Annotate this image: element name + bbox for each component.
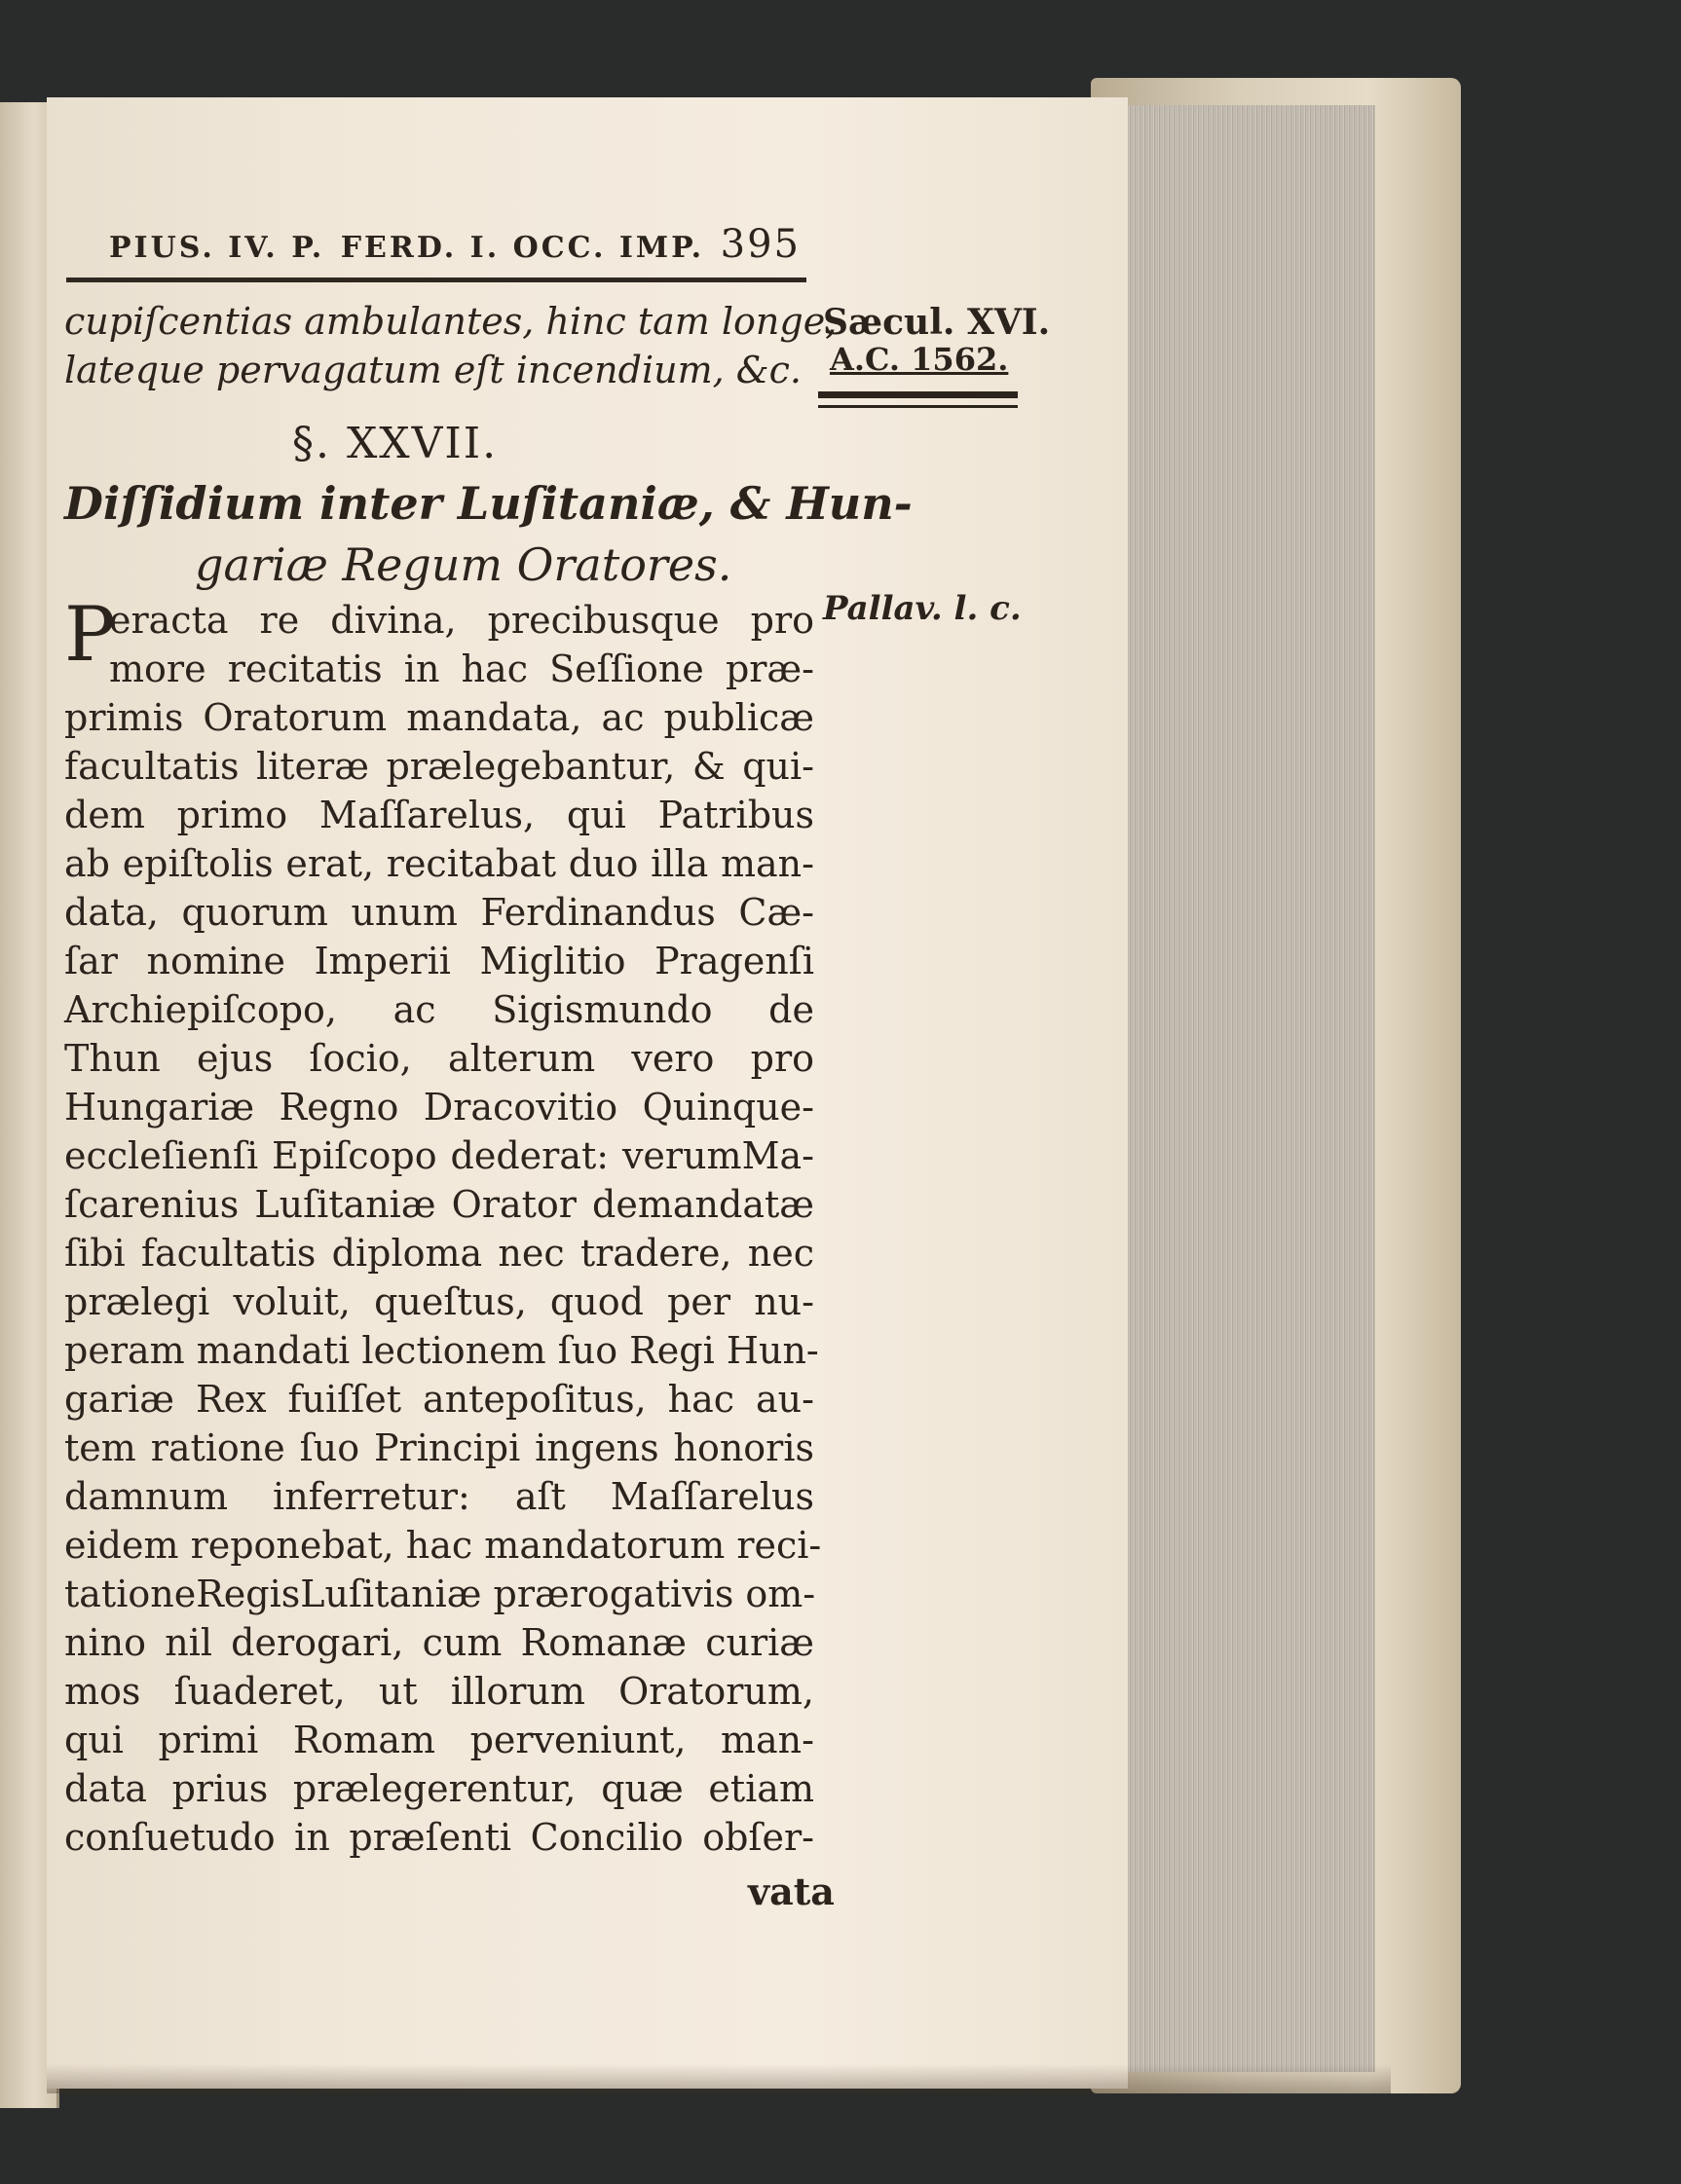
body-line: prælegi voluit, queſtus, quod per nu- [64, 1280, 814, 1323]
body-line: ſar nomine Imperii Miglitio Pragenſi [64, 940, 814, 982]
section-title: gariæ Regum Oratores. [195, 538, 732, 591]
running-head-pope: PIUS. IV. P. [109, 231, 325, 265]
body-line: gariæ Rex fuiſſet antepoſitus, hac au- [64, 1378, 814, 1421]
body-line: peram mandati lectionem ſuo Regi Hun- [64, 1329, 819, 1372]
body-line: nino nil derogari, cum Romanæ curiæ [64, 1621, 814, 1664]
margin-reference: Pallav. l. c. [823, 589, 1022, 628]
body-line: facultatis literæ prælegebantur, & qui- [64, 745, 814, 788]
page-edges [1120, 105, 1375, 2072]
intro-line: cupiſcentias ambulantes, hinc tam longe, [64, 300, 838, 343]
body-line: more recitatis in hac Seſſione præ- [109, 648, 814, 690]
head-rule [66, 278, 806, 282]
body-line: qui primi Romam perveniunt, man- [64, 1719, 814, 1761]
page-shadow [47, 2064, 1391, 2093]
margin-year: A.C. 1562. [830, 341, 1009, 378]
body-line: ſibi facultatis diploma nec tradere, nec [64, 1232, 814, 1275]
body-line: damnum inferretur: aſt Maſſarelus [64, 1475, 814, 1518]
body-line: Hungariæ Regno Dracovitio Quinque- [64, 1086, 814, 1129]
body-line: mos ſuaderet, ut illorum Oratorum, [64, 1670, 814, 1713]
page-number: 395 [720, 222, 801, 267]
body-line: tem ratione ſuo Principi ingens honoris [64, 1426, 814, 1469]
body-line: eidem reponebat, hac mandatorum reci- [64, 1524, 822, 1567]
margin-rule [818, 405, 1018, 408]
body-line: Archiepiſcopo, ac Sigismundo de [64, 988, 814, 1031]
body-line: data, quorum unum Ferdinandus Cæ- [64, 891, 814, 934]
body-line: ab epiſtolis erat, recitabat duo illa man- [64, 842, 814, 885]
body-line: conſuetudo in præſenti Concilio obſer- [64, 1816, 814, 1859]
intro-line: lateque pervagatum eſt incendium, &c. [64, 349, 802, 391]
margin-century: Sæcul. XVI. [823, 302, 1051, 343]
running-head [109, 222, 801, 267]
section-number: §. XXVII. [292, 419, 499, 468]
body-line: eccleſienſi Epiſcopo dederat: verumMa- [64, 1134, 814, 1177]
body-line: ſcarenius Luſitaniæ Orator demandatæ [64, 1183, 814, 1226]
body-line: data prius prælegerentur, quæ etiam [64, 1767, 814, 1810]
body-line: tationeRegisLuſitaniæ prærogativis om- [64, 1573, 816, 1615]
body-line: Thun ejus ſocio, alterum vero pro [64, 1037, 814, 1080]
drop-cap: P [64, 591, 116, 679]
margin-rule [818, 391, 1018, 398]
body-line: eracta re divina, precibusque pro [109, 599, 814, 642]
catchword: vata [748, 1869, 835, 1913]
running-head-emperor: FERD. I. OCC. IMP. [340, 231, 705, 265]
body-line: primis Oratorum mandata, ac publicæ [64, 696, 814, 739]
body-line: dem primo Maſſarelus, qui Patribus [64, 794, 814, 836]
section-title: Diſſidium inter Luſitaniæ, & Hun- [64, 477, 913, 530]
